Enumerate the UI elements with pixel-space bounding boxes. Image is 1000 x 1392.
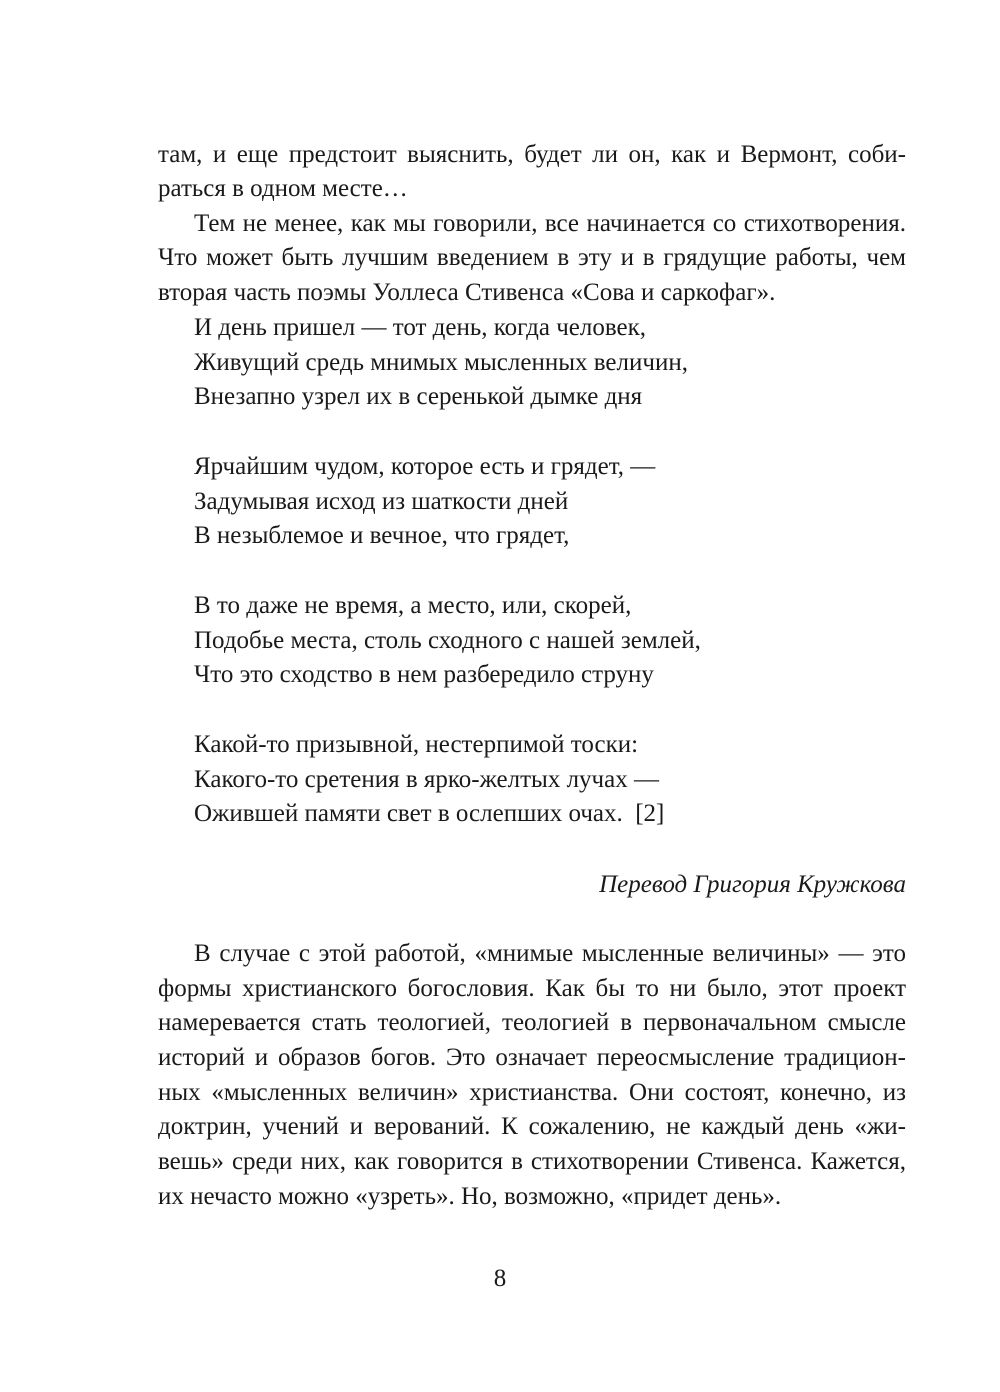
poem-stanza-1-line-2: Живущий средь мнимых мысленных величин,: [194, 349, 688, 376]
outro-line-6: доктрин, учений и верований. К сожалению, не каждый день «жи-: [158, 1113, 906, 1140]
poem-stanza-4-line-3: Ожившей памяти свет в ослепших очах. [2]: [194, 800, 665, 827]
page-number: 8: [493, 1265, 507, 1292]
poem-stanza-4-line-1: Какой-то призывной, нестерпимой тоски:: [194, 731, 639, 758]
intro-line-2: раться в одном месте…: [158, 175, 408, 202]
intro-line-4: Что может быть лучшим введением в эту и в грядущие работы, чем: [158, 244, 906, 271]
intro-line-5: вторая часть поэмы Уоллеса Стивенса «Сова и саркофаг».: [158, 279, 776, 306]
poem-stanza-2-line-3: В незыблемое и вечное, что грядет,: [194, 522, 570, 549]
poem-stanza-1-line-3: Внезапно узрел их в серенькой дымке дня: [194, 383, 643, 410]
translator-credit: Перевод Григория Кружкова: [599, 871, 906, 898]
outro-line-7: вешь» среди них, как говорится в стихотворении Стивенса. Кажется,: [158, 1148, 906, 1175]
poem-stanza-3-line-1: В то даже не время, а место, или, скорей,: [194, 592, 632, 619]
poem-stanza-4-line-2: Какого-то сретения в ярко-желтых лучах —: [194, 766, 659, 793]
outro-line-8: их нечасто можно «узреть». Но, возможно, «придет день».: [158, 1183, 782, 1210]
outro-line-4: историй и образов богов. Это означает переосмысление традицион-: [158, 1044, 906, 1071]
poem-stanza-3-line-3: Что это сходство в нем разбередило струну: [194, 661, 654, 688]
outro-line-2: формы христианского богословия. Как бы то ни было, этот проект: [158, 975, 906, 1002]
poem-stanza-2-line-2: Задумывая исход из шаткости дней: [194, 488, 569, 515]
outro-line-5: ных «мысленных величин» христианства. Они состоят, конечно, из: [158, 1079, 906, 1106]
intro-line-3: Тем не менее, как мы говорили, все начинается со стихотворения.: [194, 210, 906, 237]
poem-stanza-2-line-1: Ярчайшим чудом, которое есть и грядет, —: [194, 453, 656, 480]
outro-line-1: В случае с этой работой, «мнимые мысленные величины» — это: [194, 940, 906, 967]
poem-stanza-1-line-1: И день пришел — тот день, когда человек,: [194, 314, 647, 341]
intro-line-1: там, и еще предстоит выяснить, будет ли он, как и Вермонт, соби-: [158, 141, 906, 168]
outro-line-3: намеревается стать теологией, теологией в первоначальном смысле: [158, 1009, 906, 1036]
poem-stanza-3-line-2: Подобье места, столь сходного с нашей землей,: [194, 627, 701, 654]
